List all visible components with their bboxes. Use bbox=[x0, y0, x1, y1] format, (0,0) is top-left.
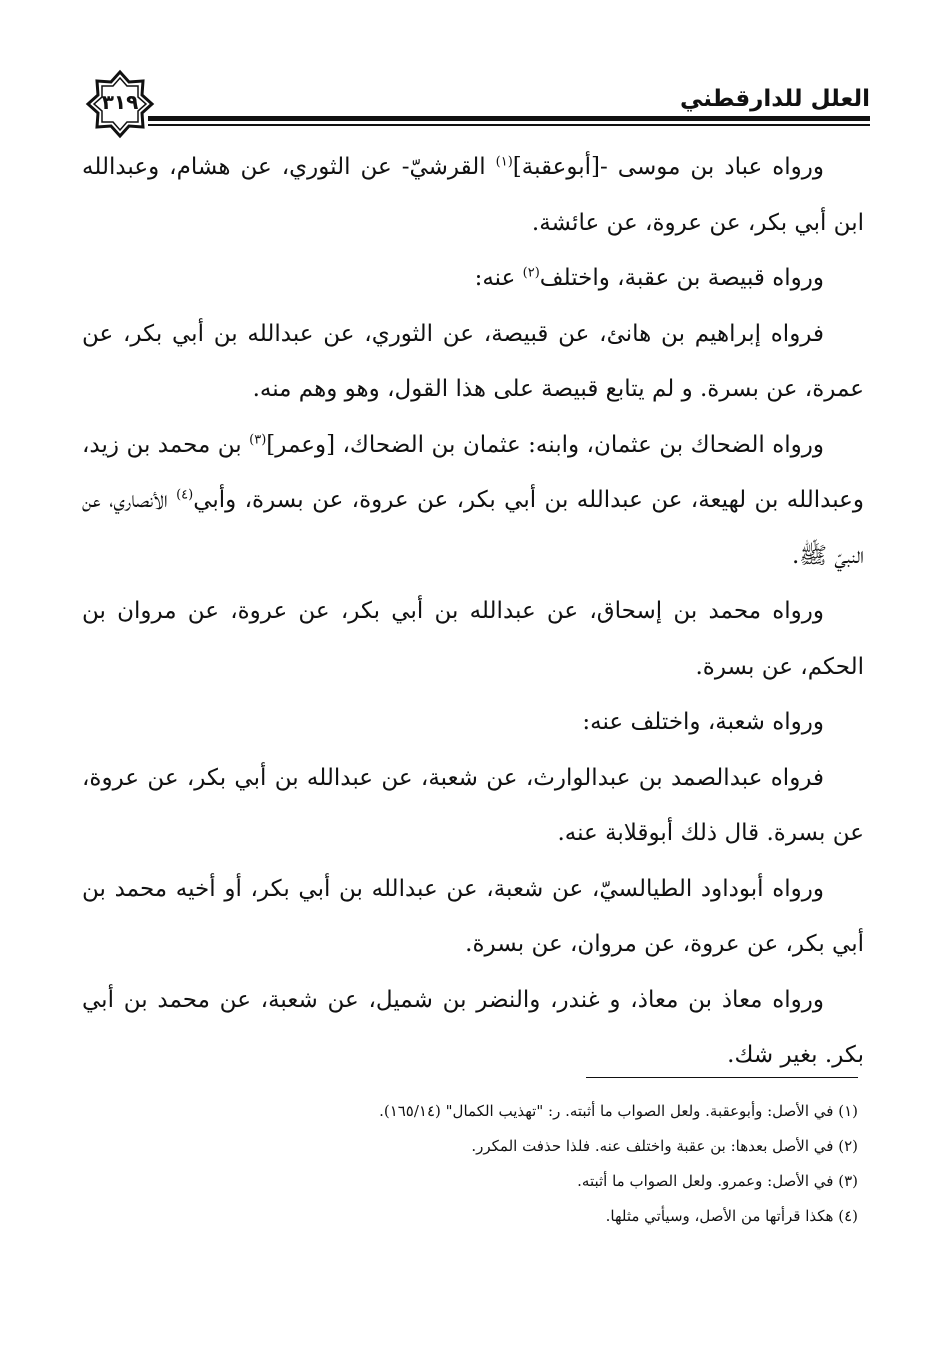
paragraph-2-text-b: عنه: bbox=[474, 265, 523, 291]
paragraph-8: ورواه أبوداود الطيالسيّ، عن شعبة، عن عبدالله بن أبي بكر، أو أخيه محمد بن أبي بكر، عن عروة، عن مروان، عن بسرة. bbox=[82, 875, 864, 957]
paragraph-4 bbox=[82, 418, 864, 585]
book-title: العلل للدارقطني bbox=[680, 86, 870, 112]
page-number: ٣١٩ bbox=[101, 90, 139, 114]
footnote-1: (١) في الأصل: وأبوعقبة. ولعل الصواب ما أثبته. ر: "تهذيب الكمال" (١٦٥/١٤). bbox=[379, 1102, 858, 1120]
paragraph-1-text-a: ورواه عباد بن موسى -[أبوعقبة] bbox=[512, 154, 824, 180]
paragraph-4-text-c: الأنصاري، عن النبيّ ﷺ. bbox=[82, 487, 864, 569]
footnote-ref-3: (٣) bbox=[249, 431, 267, 447]
paragraph-7: فرواه عبدالصمد بن عبدالوارث، عن شعبة، عن عبدالله بن أبي بكر، عن عروة، عن بسرة. قال ذلك أبوقلابة عنه. bbox=[82, 764, 864, 846]
paragraph-1 bbox=[82, 140, 864, 251]
paragraph-6: ورواه شعبة، واختلف عنه: bbox=[582, 709, 824, 735]
main-text bbox=[82, 140, 864, 1084]
paragraph-4-text-a: ورواه الضحاك بن عثمان، وابنه: عثمان بن الضحاك، [وعمر] bbox=[266, 431, 824, 458]
header-rule bbox=[148, 116, 870, 121]
footnote-separator bbox=[586, 1077, 858, 1078]
paragraph-4-text-b: بن محمد بن زيد، وعبدالله بن لهيعة، عن عبدالله بن أبي بكر، عن عروة، عن بسرة، وأبي bbox=[82, 431, 864, 513]
footnote-ref-1: (١) bbox=[495, 154, 513, 170]
page-header bbox=[84, 68, 870, 138]
paragraph-2-text-a: ورواه قبيصة بن عقبة، واختلف bbox=[539, 265, 824, 291]
paragraph-1-text-b: القرشيّ- عن الثوري، عن هشام، وعبدالله ابن أبي بكر، عن عروة، عن عائشة. bbox=[82, 154, 864, 236]
paragraph-3: فرواه إبراهيم بن هانئ، عن قبيصة، عن الثوري، عن عبدالله بن أبي بكر، عن عمرة، عن بسرة. و لم يتابع قبيصة على هذا القول، وهو وهم منه. bbox=[82, 320, 864, 402]
footnotes bbox=[258, 1094, 858, 1234]
footnote-4: (٤) هكذا قرأتها من الأصل، وسيأتي مثلها. bbox=[605, 1207, 858, 1225]
header-rule-thin bbox=[148, 124, 870, 126]
paragraph-2 bbox=[82, 251, 864, 307]
footnote-ref-2: (٢) bbox=[522, 265, 540, 281]
page-number-badge bbox=[84, 68, 156, 140]
footnote-ref-4: (٤) bbox=[176, 487, 194, 503]
footnote-3: (٣) في الأصل: وعمرو. ولعل الصواب ما أثبته. bbox=[577, 1172, 858, 1190]
paragraph-9: ورواه معاذ بن معاذ، و غندر، والنضر بن شميل، عن شعبة، عن محمد بن أبي بكر. بغير شك. bbox=[82, 986, 864, 1068]
footnote-2: (٢) في الأصل بعدها: بن عقبة واختلف عنه. فلذا حذفت المكرر. bbox=[471, 1137, 858, 1155]
paragraph-5: ورواه محمد بن إسحاق، عن عبدالله بن أبي بكر، عن عروة، عن مروان بن الحكم، عن بسرة. bbox=[82, 598, 864, 680]
